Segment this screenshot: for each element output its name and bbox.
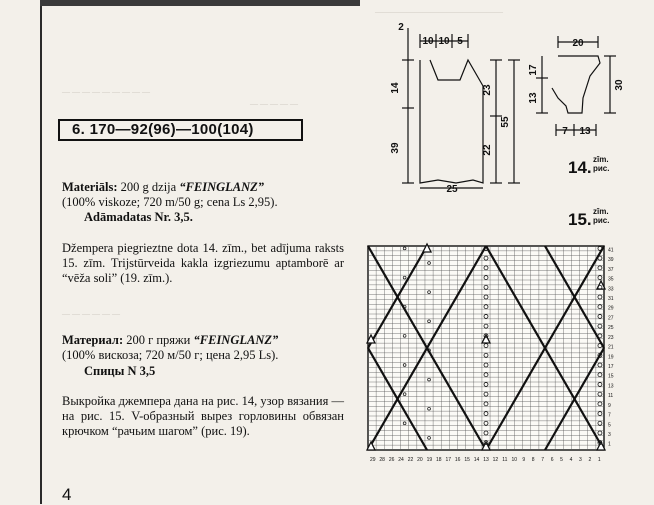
figure-15-knitting-chart	[362, 242, 626, 468]
yarn-name-lv: “FEINGLANZ”	[179, 180, 265, 194]
row-number: 41	[608, 247, 614, 254]
figure-14-label	[568, 155, 610, 178]
section-heading: 6. 170—92(96)—100(104)	[58, 119, 303, 141]
column-number: 8	[531, 457, 535, 463]
figure-14-number: 14.	[568, 158, 592, 177]
row-number: 7	[608, 412, 611, 419]
yarn-name-ru: “FEINGLANZ”	[193, 333, 279, 347]
chart-column-numbers	[370, 457, 601, 463]
materials-label-ru: Материал:	[62, 333, 124, 347]
row-number: 3	[608, 432, 611, 438]
row-number: 15	[608, 373, 614, 380]
row-number: 23	[608, 334, 614, 341]
page-left-rule	[40, 0, 42, 504]
materials-details-lv: (100% viskoze; 720 m/50 g; cena Ls 2,95).	[62, 195, 278, 209]
row-number: 5	[608, 422, 611, 429]
sleeve-outline	[552, 56, 600, 113]
top-rule	[40, 0, 360, 6]
row-number: 33	[608, 286, 614, 293]
column-number: 19	[426, 457, 433, 463]
dim-body-top-1: 10	[422, 36, 434, 47]
column-number: 26	[388, 457, 395, 463]
dim-body-top-3: 5	[457, 36, 463, 47]
dim-body-top-2: 10	[438, 36, 450, 47]
column-number: 5	[560, 457, 563, 463]
figure-15-label	[568, 207, 610, 230]
chart-row-numbers	[608, 247, 614, 447]
description-ru: Выкройка джемпера дана на рис. 14, узор вязания — на рис. 15. V-образный вырез горловины обвязан крючком “рачьим шагом” (рис. 19).	[62, 394, 344, 438]
row-number: 25	[608, 325, 614, 332]
column-number: 22	[407, 457, 414, 463]
dim-body-right-1: 23	[482, 84, 493, 96]
column-number: 13	[483, 457, 489, 463]
column-number: 10	[511, 457, 518, 463]
column-number: 16	[454, 457, 461, 463]
figure-15-caption: zīm. рис.	[593, 207, 610, 225]
dim-body-right-2: 22	[482, 144, 493, 156]
dim-body-left-3: 39	[390, 142, 401, 154]
dim-body-right-3: 55	[500, 116, 511, 128]
row-number: 27	[608, 315, 614, 322]
description-lv: Džempera piegrieztne dota 14. zīm., bet adījuma raksts 15. zīm. Trijstūrveida kakla izgriezumu aptamborē ar “vēža soli” (19. zīm.).	[62, 241, 344, 285]
row-number: 9	[608, 402, 611, 409]
row-number: 17	[608, 364, 614, 370]
column-number: 2	[588, 457, 592, 463]
row-number: 31	[608, 296, 614, 302]
dim-sleeve-left-2: 13	[528, 92, 539, 104]
column-number: 24	[398, 457, 404, 463]
column-number: 11	[502, 457, 508, 463]
column-number: 4	[569, 457, 573, 463]
dim-body-left-2: 14	[390, 82, 401, 94]
column-number: 18	[436, 457, 442, 463]
column-number: 20	[417, 457, 423, 463]
dim-body-bottom: 25	[446, 184, 458, 195]
figure-15-number: 15.	[568, 210, 592, 229]
dim-sleeve-top: 20	[572, 38, 584, 49]
column-number: 3	[579, 457, 582, 463]
row-number: 29	[608, 305, 614, 312]
column-number: 29	[369, 457, 376, 463]
column-number: 6	[550, 457, 554, 463]
page-number: 4	[62, 485, 72, 504]
column-number: 1	[597, 457, 601, 463]
materials-label-lv: Materiāls:	[62, 180, 118, 194]
column-number: 28	[379, 457, 385, 463]
column-number: 15	[464, 457, 470, 463]
dim-sleeve-bottom-1: 7	[562, 126, 568, 137]
dim-sleeve-bottom-2: 13	[579, 126, 591, 137]
dim-body-left-1: 2	[398, 22, 404, 33]
body-outline	[420, 60, 483, 183]
column-number: 12	[492, 457, 499, 463]
needles-lv: Adāmadatas Nr. 3,5.	[84, 210, 193, 224]
materials-text-ru: 200 г пряжи	[126, 333, 191, 347]
materials-details-ru: (100% вискоза; 720 м/50 г; цена 2,95 Ls).	[62, 348, 279, 362]
row-number: 13	[608, 383, 614, 390]
dim-sleeve-left-1: 17	[528, 64, 539, 76]
column-number: 14	[473, 457, 480, 463]
needles-ru: Спицы N 3,5	[84, 364, 156, 378]
materials-ru	[62, 333, 344, 363]
row-number: 21	[608, 344, 614, 351]
row-number: 11	[608, 393, 614, 400]
column-number: 7	[541, 457, 545, 463]
materials-text-lv: 200 g dzija	[120, 180, 177, 194]
row-number: 37	[608, 266, 614, 273]
row-number: 39	[608, 257, 614, 264]
column-number: 17	[445, 457, 452, 463]
row-number: 35	[608, 276, 614, 283]
figure-14-caption: zīm. рис.	[593, 155, 610, 173]
row-number: 19	[608, 354, 614, 361]
dim-sleeve-right: 30	[614, 79, 625, 91]
materials-lv	[62, 180, 344, 210]
row-number: 1	[608, 441, 611, 448]
column-number: 9	[522, 457, 526, 463]
